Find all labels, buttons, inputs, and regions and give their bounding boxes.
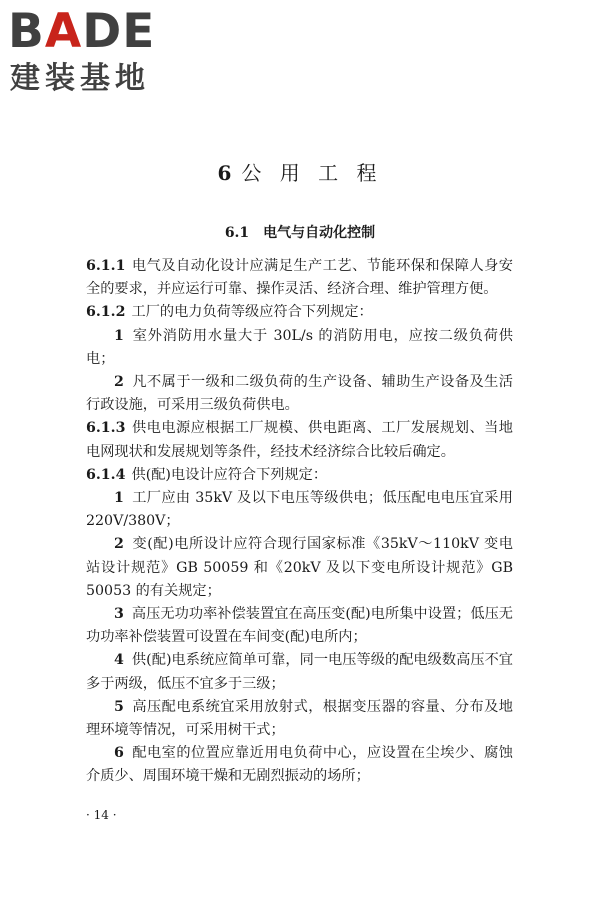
list-item bbox=[86, 371, 513, 417]
section-number: 6.1 bbox=[224, 225, 250, 241]
clause-number: 6.1.3 bbox=[86, 420, 126, 437]
clause bbox=[86, 301, 513, 324]
page-number: · 14 · bbox=[86, 808, 117, 822]
item-number: 2 bbox=[114, 374, 124, 391]
item-number: 1 bbox=[114, 327, 124, 344]
list-item bbox=[86, 696, 513, 742]
item-text: 高压配电系统宜采用放射式，根据变压器的容量、分布及地理环境等情况，可采用树干式； bbox=[86, 698, 513, 739]
item-text: 供(配)电系统应简单可靠，同一电压等级的配电级数高压不宜多于两级，低压不宜多于三级； bbox=[86, 652, 513, 692]
item-text: 配电室的位置应靠近用电负荷中心，应设置在尘埃少、腐蚀介质少、周围环境干燥和无剧烈振动的场所； bbox=[86, 745, 513, 785]
list-item bbox=[86, 325, 513, 371]
item-text: 变(配)电所设计应符合现行国家标准《35kV～110kV 变电站设计规范》GB 50059 和《20kV 及以下变电所设计规范》GB 50053 的有关规定； bbox=[86, 536, 513, 599]
section-name: 电气与自动化控制 bbox=[263, 225, 376, 241]
document-body bbox=[86, 255, 513, 789]
chapter-name: 公 用 工 程 bbox=[241, 161, 383, 185]
list-item bbox=[86, 742, 513, 788]
clause-number: 6.1.4 bbox=[86, 466, 126, 483]
item-text: 工厂应由 35kV 及以下电压等级供电；低压配电电压宜采用 220V/380V； bbox=[86, 490, 513, 530]
list-item bbox=[86, 533, 513, 603]
item-number: 3 bbox=[114, 606, 124, 623]
clause-text: 工厂的电力负荷等级应符合下列规定： bbox=[131, 304, 373, 321]
clause-number: 6.1.1 bbox=[86, 258, 126, 274]
clause bbox=[86, 255, 513, 301]
section-title bbox=[0, 222, 600, 242]
chapter-title bbox=[0, 157, 600, 186]
list-item bbox=[86, 487, 513, 533]
clause-number: 6.1.2 bbox=[86, 304, 126, 321]
item-text: 高压无功功率补偿装置宜在高压变(配)电所集中设置；低压无功功率补偿装置可设置在车间变(配)电所内； bbox=[86, 606, 513, 646]
clause-text: 供(配)电设计应符合下列规定： bbox=[131, 466, 328, 483]
item-number: 1 bbox=[114, 490, 124, 507]
clause bbox=[86, 417, 513, 463]
item-text: 室外消防用水量大于 30L/s 的消防用电，应按二级负荷供电； bbox=[86, 327, 513, 367]
item-number: 2 bbox=[114, 536, 124, 553]
logo-wordmark: BADE bbox=[8, 4, 156, 59]
logo-subtitle: 建装基地 bbox=[10, 61, 150, 96]
bade-logo bbox=[8, 4, 183, 99]
clause-text: 供电电源应根据工厂规模、供电距离、工厂发展规划、当地电网现状和发展规划等条件，经技术经济综合比较后确定。 bbox=[86, 420, 513, 460]
item-number: 4 bbox=[114, 652, 124, 669]
list-item bbox=[86, 603, 513, 649]
list-item bbox=[86, 649, 513, 695]
chapter-number: 6 bbox=[217, 161, 232, 185]
item-number: 5 bbox=[114, 698, 124, 715]
clause-text: 电气及自动化设计应满足生产工艺、节能环保和保障人身安全的要求，并应运行可靠、操作灵活、经济合理、维护管理方便。 bbox=[86, 258, 513, 298]
item-text: 凡不属于一级和二级负荷的生产设备、辅助生产设备及生活行政设施，可采用三级负荷供电。 bbox=[86, 374, 513, 414]
item-number: 6 bbox=[114, 745, 124, 762]
clause bbox=[86, 464, 513, 487]
